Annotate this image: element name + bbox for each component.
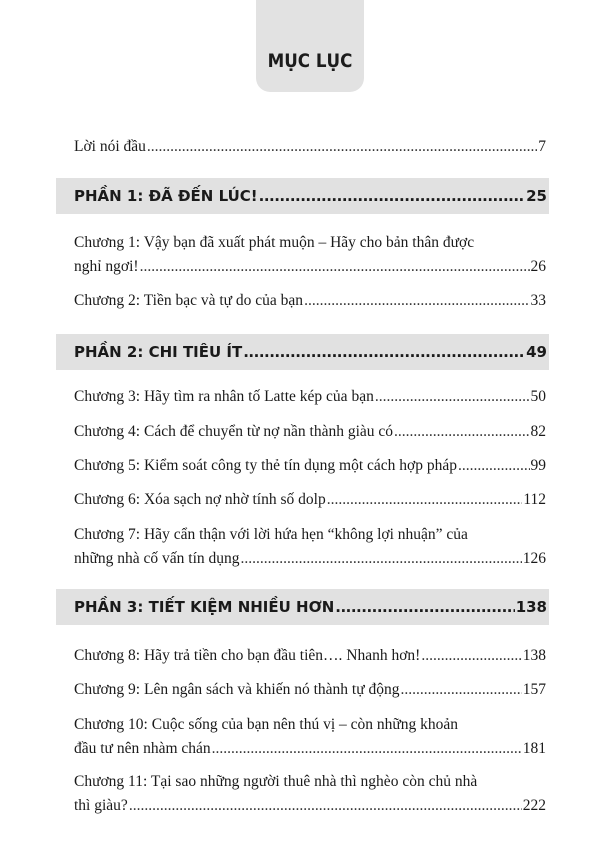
toc-entry[interactable]: Chương 10: Cuộc sống của bạn nên thú vị – còn những khoản đầu tư nên nhàm chán ..... 181	[74, 715, 546, 759]
page-number: 126	[522, 550, 546, 567]
toc-entry[interactable]: Chương 4: Cách để chuyển từ nợ nần thành giàu có ..... 82	[74, 422, 546, 442]
preface-entry[interactable]	[74, 137, 546, 157]
page-number: 33	[530, 292, 546, 309]
toc-entry[interactable]: Chương 2: Tiền bạc và tự do của bạn ..... 33	[74, 291, 546, 311]
part-heading-1[interactable]	[56, 178, 549, 214]
part-heading-3[interactable]	[56, 589, 549, 625]
part-page: 49	[526, 343, 547, 361]
part-heading-2[interactable]	[56, 334, 549, 370]
toc-entry[interactable]: Chương 6: Xóa sạch nợ nhờ tính số dolp ..... 112	[74, 490, 546, 510]
page-number: 181	[522, 740, 546, 757]
page-number: 112	[523, 491, 546, 508]
page-title: MỤC LỤC	[267, 50, 353, 72]
page-number: 99	[530, 457, 546, 474]
toc-entry[interactable]: Chương 7: Hãy cẩn thận với lời hứa hẹn “không lợi nhuận” của những nhà cố vấn tín dụng ..... 126	[74, 525, 546, 569]
part-page: 25	[526, 187, 547, 205]
page-number: 7	[538, 138, 546, 155]
page-number: 82	[530, 423, 546, 440]
part-title: PHẦN 2: CHI TIÊU ÍT	[74, 343, 243, 361]
title-tab	[256, 0, 364, 92]
toc-entry[interactable]: Chương 8: Hãy trả tiền cho bạn đầu tiên…. Nhanh hơn! ..... 138	[74, 646, 546, 666]
toc-entry[interactable]: Chương 3: Hãy tìm ra nhân tố Latte kép của bạn ..... 50	[74, 387, 546, 407]
part-title: PHẦN 3: TIẾT KIỆM NHIỀU HƠN	[74, 598, 335, 616]
entry-title: Lời nói đầu	[74, 138, 146, 155]
part-title: PHẦN 1: ĐÃ ĐẾN LÚC!	[74, 187, 258, 205]
page-number: 50	[530, 388, 546, 405]
toc-entry[interactable]: Chương 11: Tại sao những người thuê nhà thì nghèo còn chủ nhà thì giàu? ..... 222	[74, 772, 546, 816]
toc-entry[interactable]: Chương 9: Lên ngân sách và khiến nó thành tự động ..... 157	[74, 680, 546, 700]
page-number: 138	[522, 647, 546, 664]
page-number: 222	[522, 797, 546, 814]
toc-entry[interactable]: Chương 5: Kiểm soát công ty thẻ tín dụng một cách hợp pháp ..... 99	[74, 456, 546, 476]
page-number: 26	[530, 258, 546, 275]
toc-entry[interactable]: Chương 1: Vậy bạn đã xuất phát muộn – Hãy cho bản thân được nghỉ ngơi! ..... 26	[74, 233, 546, 277]
part-page: 138	[515, 598, 547, 616]
page-number: 157	[522, 681, 546, 698]
